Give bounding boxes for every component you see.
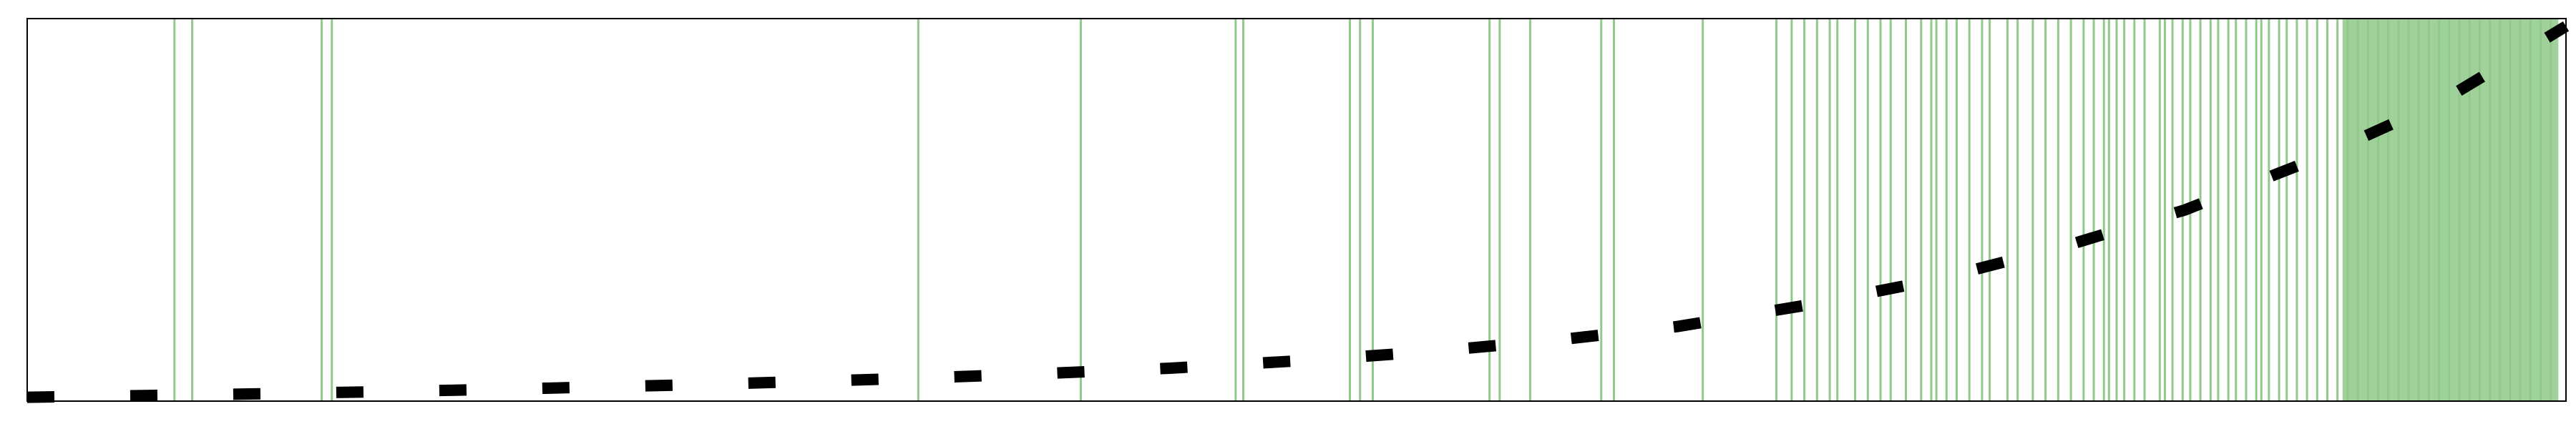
event-band <box>2343 19 2559 401</box>
